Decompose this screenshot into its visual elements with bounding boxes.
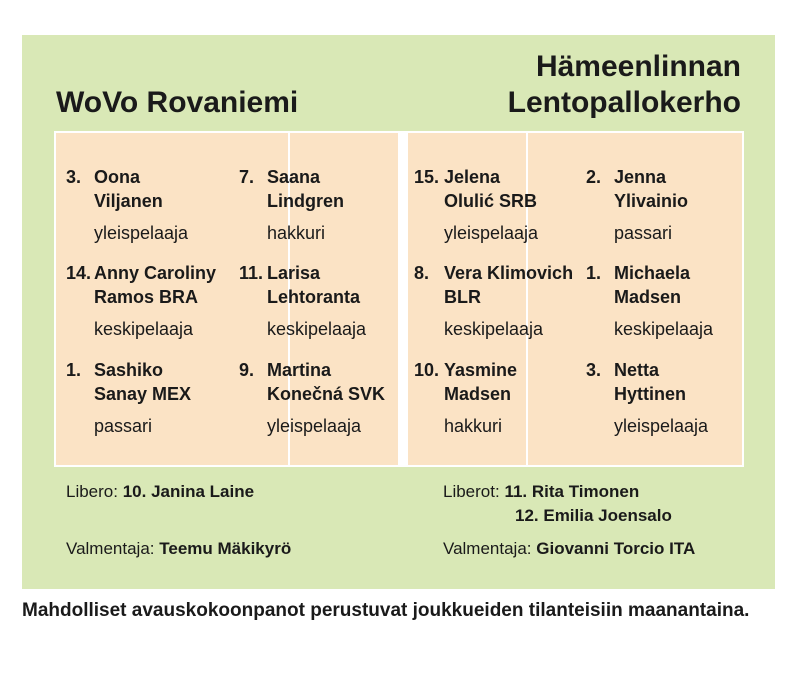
player-name: Sashiko Sanay MEX xyxy=(94,360,192,404)
player-right-6 xyxy=(586,358,756,438)
player-role: yleispelaaja xyxy=(267,416,362,436)
player-right-4 xyxy=(586,261,756,341)
coach-value: Teemu Mäkikyrö xyxy=(159,539,292,558)
player-role: hakkuri xyxy=(267,223,326,243)
volleyball-court xyxy=(54,131,744,467)
player-left-1 xyxy=(66,165,236,245)
player-right-3 xyxy=(414,261,584,341)
player-name: Yasmine Madsen xyxy=(444,360,518,404)
player-number: 15. xyxy=(414,167,440,187)
libero-label: Libero: xyxy=(66,482,118,501)
player-name: Saana Lindgren xyxy=(267,167,344,211)
player-number: 9. xyxy=(239,360,255,380)
player-role: yleispelaaja xyxy=(94,223,189,243)
player-role: keskipelaaja xyxy=(444,319,544,339)
player-number: 7. xyxy=(239,167,255,187)
liberos-label: Liberot: xyxy=(443,482,500,501)
right-liberos xyxy=(443,480,672,528)
right-team-name: Hämeenlinnan Lentopallokerho xyxy=(507,50,741,119)
player-role: passari xyxy=(614,223,673,243)
player-name: Martina Konečná SVK xyxy=(267,360,386,404)
player-left-2 xyxy=(239,165,409,245)
left-coach xyxy=(66,537,291,561)
libero-value: 11. Rita Timonen xyxy=(504,482,640,501)
player-role: yleispelaaja xyxy=(614,416,709,436)
player-left-4 xyxy=(239,261,409,341)
player-name: Oona Viljanen xyxy=(94,167,163,211)
caption: Mahdolliset avauskokoonpanot perustuvat joukkueiden tilanteisiin maanantaina. xyxy=(22,600,750,621)
player-number: 3. xyxy=(586,360,602,380)
lineup-panel xyxy=(22,35,775,589)
libero-value-2: 12. Emilia Joensalo xyxy=(515,506,672,525)
player-right-1 xyxy=(414,165,584,245)
player-left-6 xyxy=(239,358,409,438)
player-number: 8. xyxy=(414,263,430,283)
player-name: Netta Hyttinen xyxy=(614,360,686,404)
player-name: Michaela Madsen xyxy=(614,263,691,307)
player-number: 2. xyxy=(586,167,602,187)
player-role: keskipelaaja xyxy=(267,319,367,339)
player-name: Jenna Ylivainio xyxy=(614,167,689,211)
player-number: 10. xyxy=(414,360,440,380)
player-right-2 xyxy=(586,165,756,245)
player-role: passari xyxy=(94,416,153,436)
player-number: 11. xyxy=(239,263,264,283)
player-role: keskipelaaja xyxy=(614,319,714,339)
player-role: hakkuri xyxy=(444,416,503,436)
player-number: 14. xyxy=(66,263,92,283)
coach-label: Valmentaja: xyxy=(443,539,532,558)
player-right-5 xyxy=(414,358,584,438)
player-name: Larisa Lehtoranta xyxy=(267,263,361,307)
coach-label: Valmentaja: xyxy=(66,539,155,558)
player-left-5 xyxy=(66,358,236,438)
libero-value: 10. Janina Laine xyxy=(122,482,255,501)
player-name: Vera Klimovich BLR xyxy=(444,263,574,307)
player-number: 1. xyxy=(586,263,602,283)
coach-value: Giovanni Torcio ITA xyxy=(536,539,696,558)
player-role: yleispelaaja xyxy=(444,223,539,243)
player-role: keskipelaaja xyxy=(94,319,194,339)
player-number: 3. xyxy=(66,167,82,187)
player-name: Jelena Olulić SRB xyxy=(444,167,538,211)
right-coach xyxy=(443,537,695,561)
player-number: 1. xyxy=(66,360,82,380)
left-team-name: WoVo Rovaniemi xyxy=(56,86,299,119)
left-libero xyxy=(66,480,254,504)
player-left-3 xyxy=(66,261,236,341)
player-name: Anny Caroliny Ramos BRA xyxy=(94,263,217,307)
